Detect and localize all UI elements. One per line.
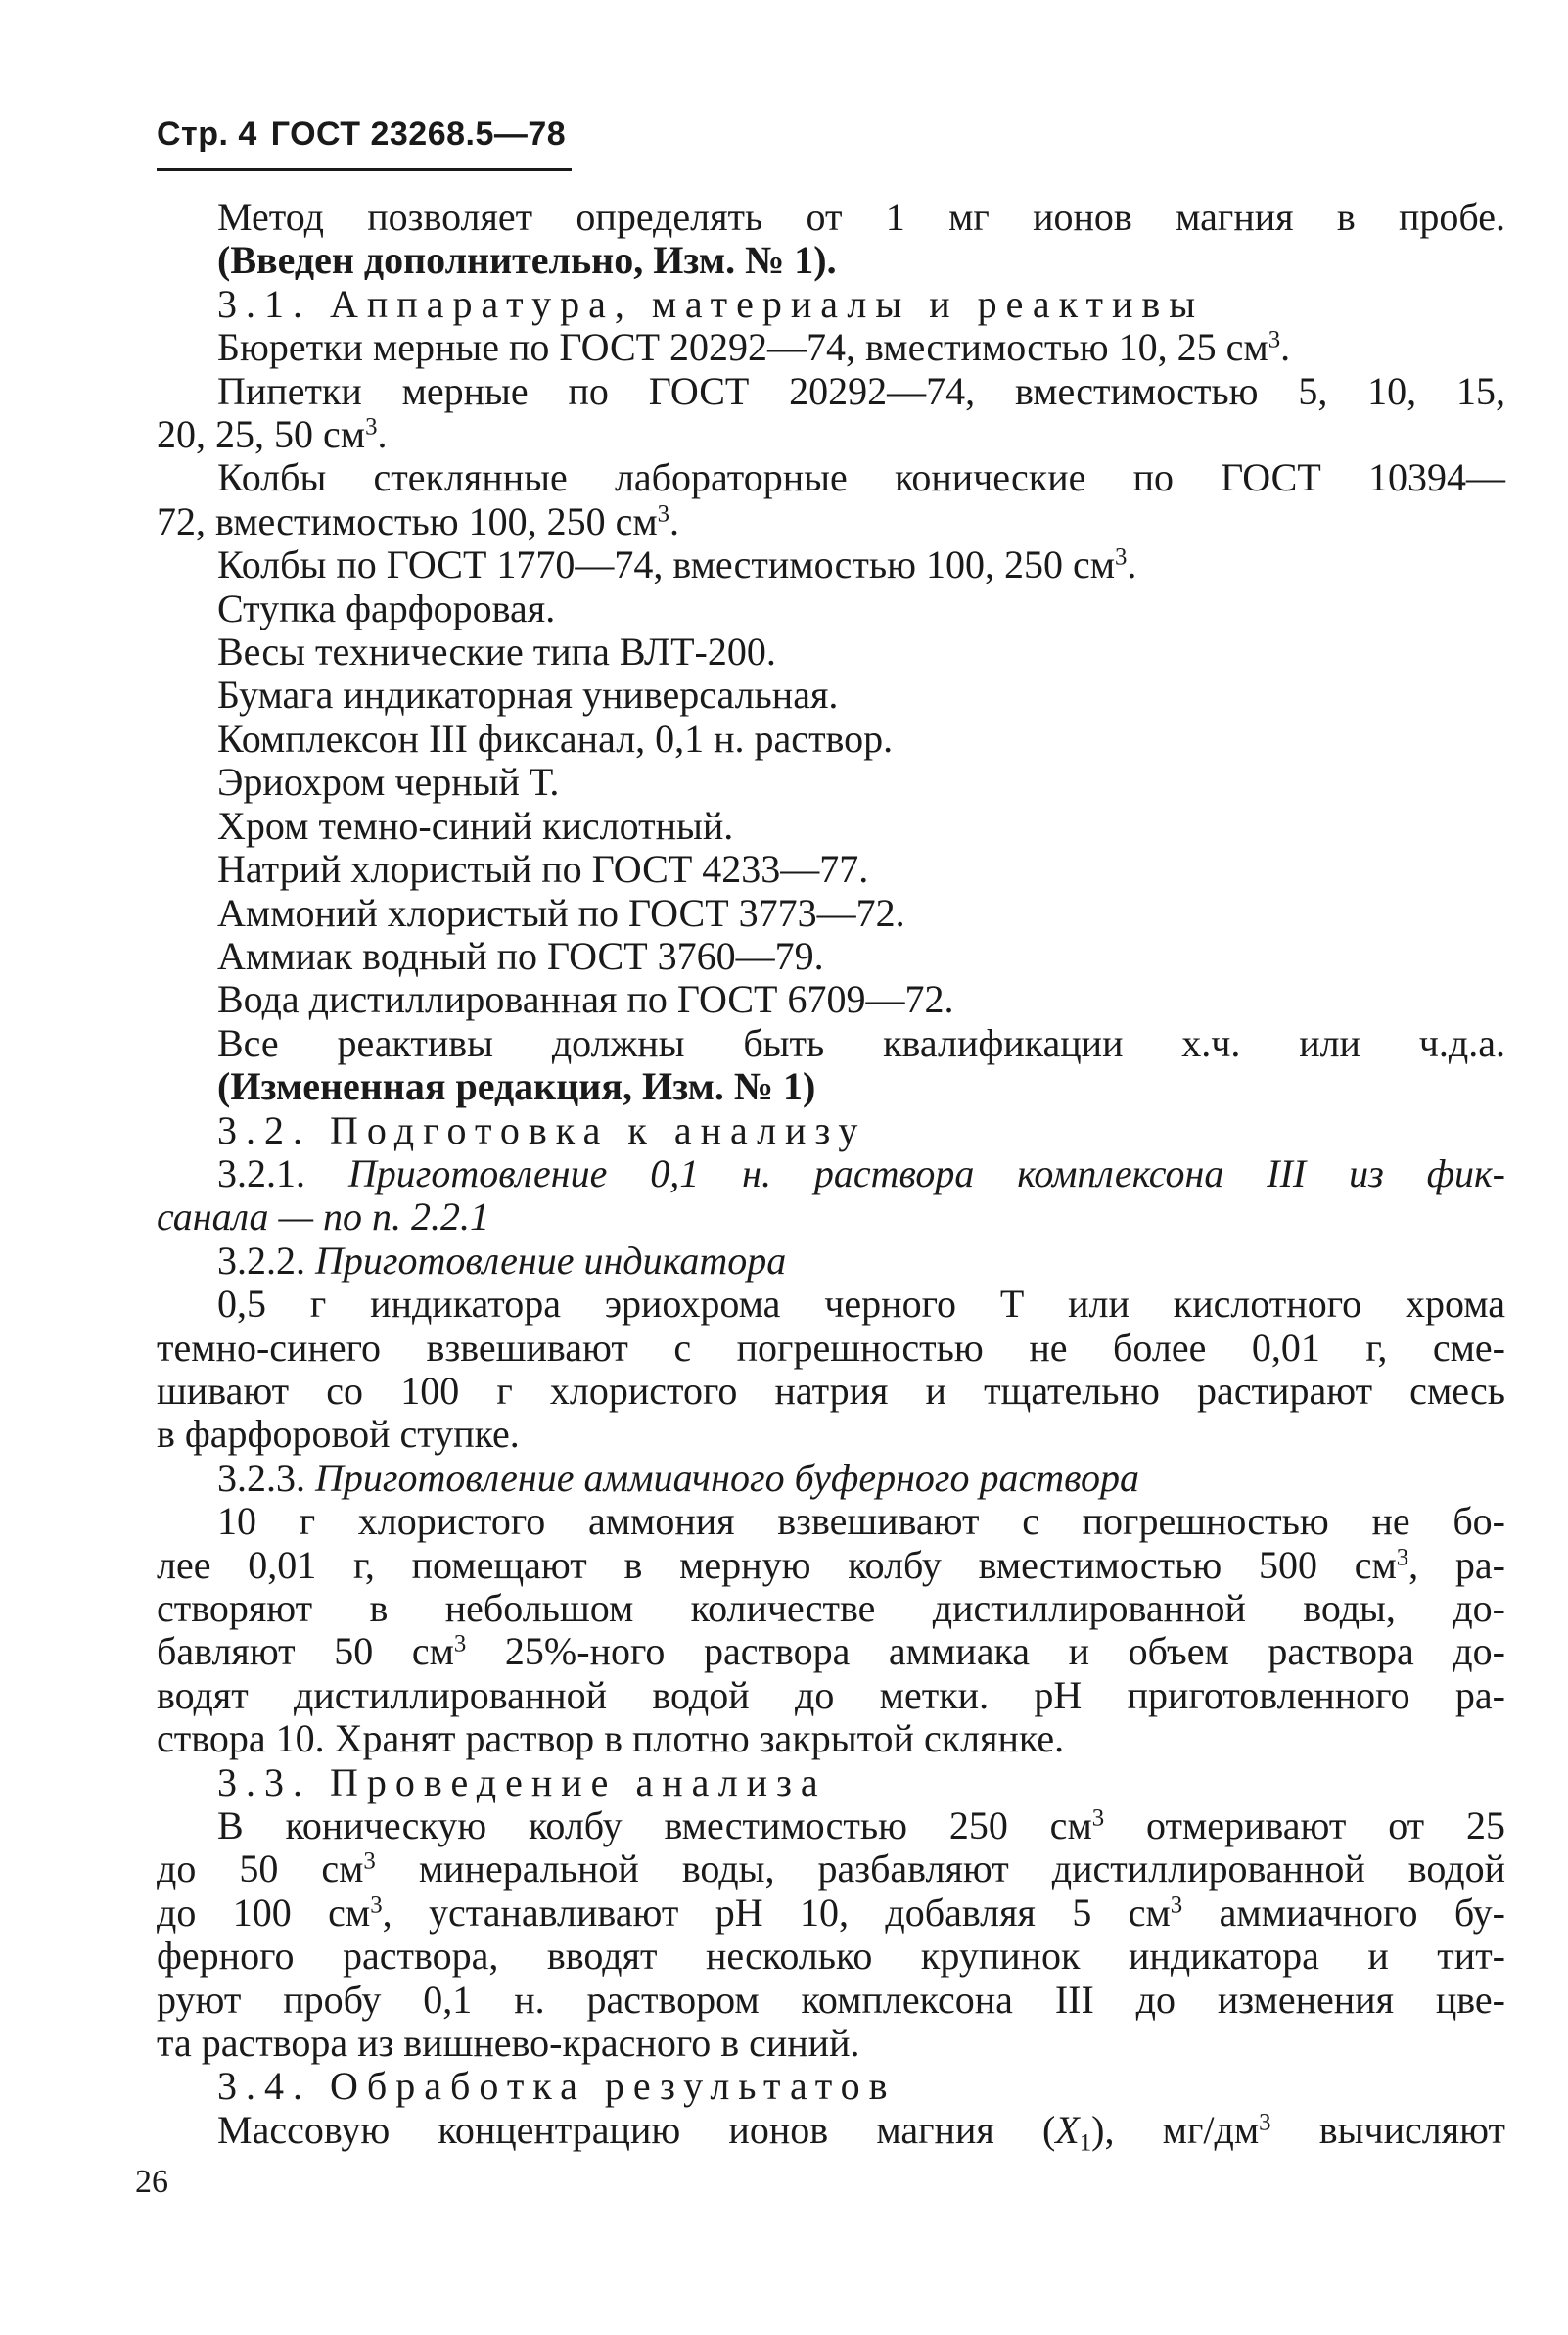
text-line: до 50 $см^3$ минеральной воды, разбавляют дистиллированной водой (157, 1846, 1505, 1891)
section-heading: 3.2. Подготовка к анализу (217, 1107, 867, 1152)
text-line: руют пробу 0,1 н. раствором комплексона III до изменения цве- (157, 1977, 1505, 2022)
page-number: 26 (135, 2164, 168, 2200)
header-standard-number: ГОСТ 23268.5—78 (270, 116, 567, 153)
text-line: 72, вместимостью 100, 250 $см^3$. (157, 498, 680, 543)
subsection-heading-continued: санала — по п. 2.2.1 (157, 1194, 490, 1239)
text-line: 10 г хлористого аммония взвешивают с погрешностью не бо- (217, 1499, 1505, 1544)
page-header (157, 116, 566, 154)
text-line: Колбы стеклянные лабораторные конические по ГОСТ 10394— (217, 455, 1505, 500)
section-heading: 3.1. Аппаратура, материалы и реактивы (217, 281, 1205, 326)
document-body (157, 195, 1506, 2157)
text-line: ферного раствора, вводят несколько крупинок индикатора и тит- (157, 1934, 1505, 1979)
text-line: темно-синего взвешивают с погрешностью не более 0,01 г, сме- (157, 1325, 1505, 1370)
text-line: Хром темно-синий кислотный. (217, 803, 734, 848)
text-line: та раствора из вишнево-красного в синий. (157, 2021, 860, 2066)
text-line: водят дистиллированной водой до метки. pH приготовленного ра- (157, 1672, 1505, 1717)
text-line: Аммиак водный по ГОСТ 3760—79. (217, 933, 824, 978)
text-line: Эриохром черный Т. (217, 760, 560, 805)
text-line: 20, 25, 50 $см^3$. (157, 412, 388, 457)
text-line: Колбы по ГОСТ 1770—74, вместимостью 100, 250 $см^3$. (217, 542, 1137, 587)
header-rule (157, 168, 572, 171)
text-line: створа 10. Хранят раствор в плотно закрытой склянке. (157, 1716, 1065, 1761)
text-line: Весы технические типа ВЛТ-200. (217, 630, 776, 675)
text-line: Бюретки мерные по ГОСТ 20292—74, вместимостью 10, 25 $см^3$. (217, 325, 1291, 370)
header-page-label: Стр. 4 (157, 116, 257, 153)
text-line: Метод позволяет определять от 1 мг ионов магния в пробе. (217, 195, 1505, 239)
text-line: Бумага индикаторная универсальная. (217, 673, 839, 718)
text-line: Все реактивы должны быть квалификации х.ч. или ч.д.а. (217, 1020, 1505, 1065)
text-line: в фарфоровой ступке. (157, 1412, 520, 1457)
subsection-heading: 3.2.3. Приготовление аммиачного буферного раствора (217, 1455, 1140, 1500)
text-line: Натрий хлористый по ГОСТ 4233—77. (217, 847, 869, 892)
text-line: 0,5 г индикатора эриохрома черного Т или кислотного хрома (217, 1282, 1505, 1327)
text-line: Массовую концентрацию ионов магния $(X_1)$, $мг/дм^3$ вычисляют (217, 2107, 1506, 2157)
text-line: Аммоний хлористый по ГОСТ 3773—72. (217, 890, 905, 935)
text-line: створяют в небольшом количестве дистиллированной воды, до- (157, 1586, 1505, 1630)
section-heading: 3.3. Проведение анализа (217, 1759, 827, 1804)
text-line: до 100 $см^3$, устанавливают pH 10, добавляя 5 $см^3$ аммиачного бу- (157, 1890, 1506, 1935)
subsection-heading: 3.2.2. Приготовление индикатора (217, 1238, 787, 1283)
text-line: Вода дистиллированная по ГОСТ 6709—72. (217, 977, 954, 1022)
amendment-note: (Измененная редакция, Изм. № 1) (217, 1064, 816, 1109)
text-line: Комплексон III фиксанал, 0,1 н. раствор. (217, 716, 894, 761)
text-line: бавляют 50 $см^3$ 25%-ного раствора аммиака и объем раствора до- (157, 1629, 1505, 1674)
text-line: Пипетки мерные по ГОСТ 20292—74, вместимостью 5, 10, 15, (217, 368, 1505, 413)
amendment-note: (Введен дополнительно, Изм. № 1). (217, 238, 837, 283)
subsection-heading: 3.2.1. Приготовление 0,1 н. раствора комплексона III из фик- (217, 1150, 1505, 1195)
text-line: Ступка фарфоровая. (217, 585, 556, 630)
text-line: шивают со 100 г хлористого натрия и тщательно растирают смесь (157, 1368, 1505, 1413)
text-line: В коническую колбу вместимостью 250 $см^3$ отмеривают от 25 (217, 1803, 1505, 1848)
section-heading: 3.4. Обработка результатов (217, 2064, 897, 2109)
text-line: лее 0,01 г, помещают в мерную колбу вместимостью 500 $см^3$, ра- (157, 1542, 1505, 1587)
